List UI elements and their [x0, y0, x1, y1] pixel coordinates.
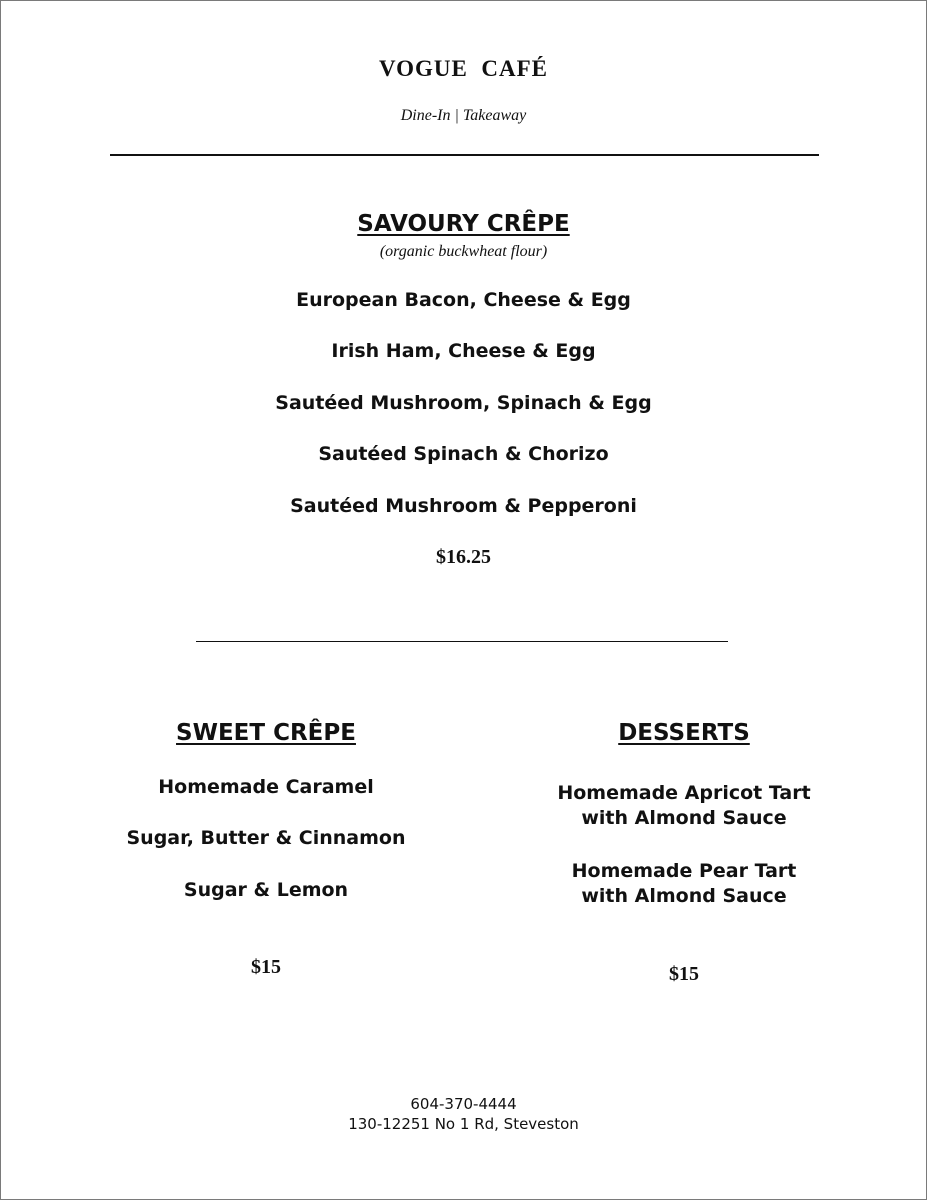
sweet-item: Homemade Caramel	[158, 776, 374, 798]
cafe-subtitle: Dine-In | Takeaway	[400, 107, 527, 124]
savoury-item: Sautéed Mushroom & Pepperoni	[290, 495, 637, 517]
dessert-item-line: Homemade Apricot Tart	[557, 782, 811, 804]
sweet-price: $15	[251, 956, 281, 978]
footer-phone: 604-370-4444	[410, 1095, 517, 1113]
sweet-heading: SWEET CRÊPE	[176, 720, 356, 746]
desserts-price: $15	[669, 963, 699, 985]
header-divider	[110, 154, 819, 156]
savoury-item: Sautéed Mushroom, Spinach & Egg	[275, 392, 652, 414]
sweet-item: Sugar & Lemon	[183, 879, 349, 901]
section-divider	[196, 641, 728, 642]
dessert-item-line: Homemade Pear Tart	[571, 860, 797, 882]
dessert-item-line: with Almond Sauce	[581, 807, 787, 829]
savoury-heading: SAVOURY CRÊPE	[357, 211, 570, 237]
savoury-item: European Bacon, Cheese & Egg	[296, 289, 631, 311]
savoury-item: Irish Ham, Cheese & Egg	[331, 340, 596, 362]
cafe-title: VOGUE CAFÉ	[379, 56, 548, 81]
savoury-item: Sautéed Spinach & Chorizo	[318, 443, 609, 465]
desserts-heading: DESSERTS	[618, 720, 750, 746]
savoury-note: (organic buckwheat flour)	[379, 243, 548, 260]
savoury-price: $16.25	[436, 546, 491, 568]
dessert-item-line: with Almond Sauce	[581, 885, 787, 907]
footer-address: 130-12251 No 1 Rd, Steveston	[348, 1115, 579, 1133]
sweet-item: Sugar, Butter & Cinnamon	[126, 827, 406, 849]
